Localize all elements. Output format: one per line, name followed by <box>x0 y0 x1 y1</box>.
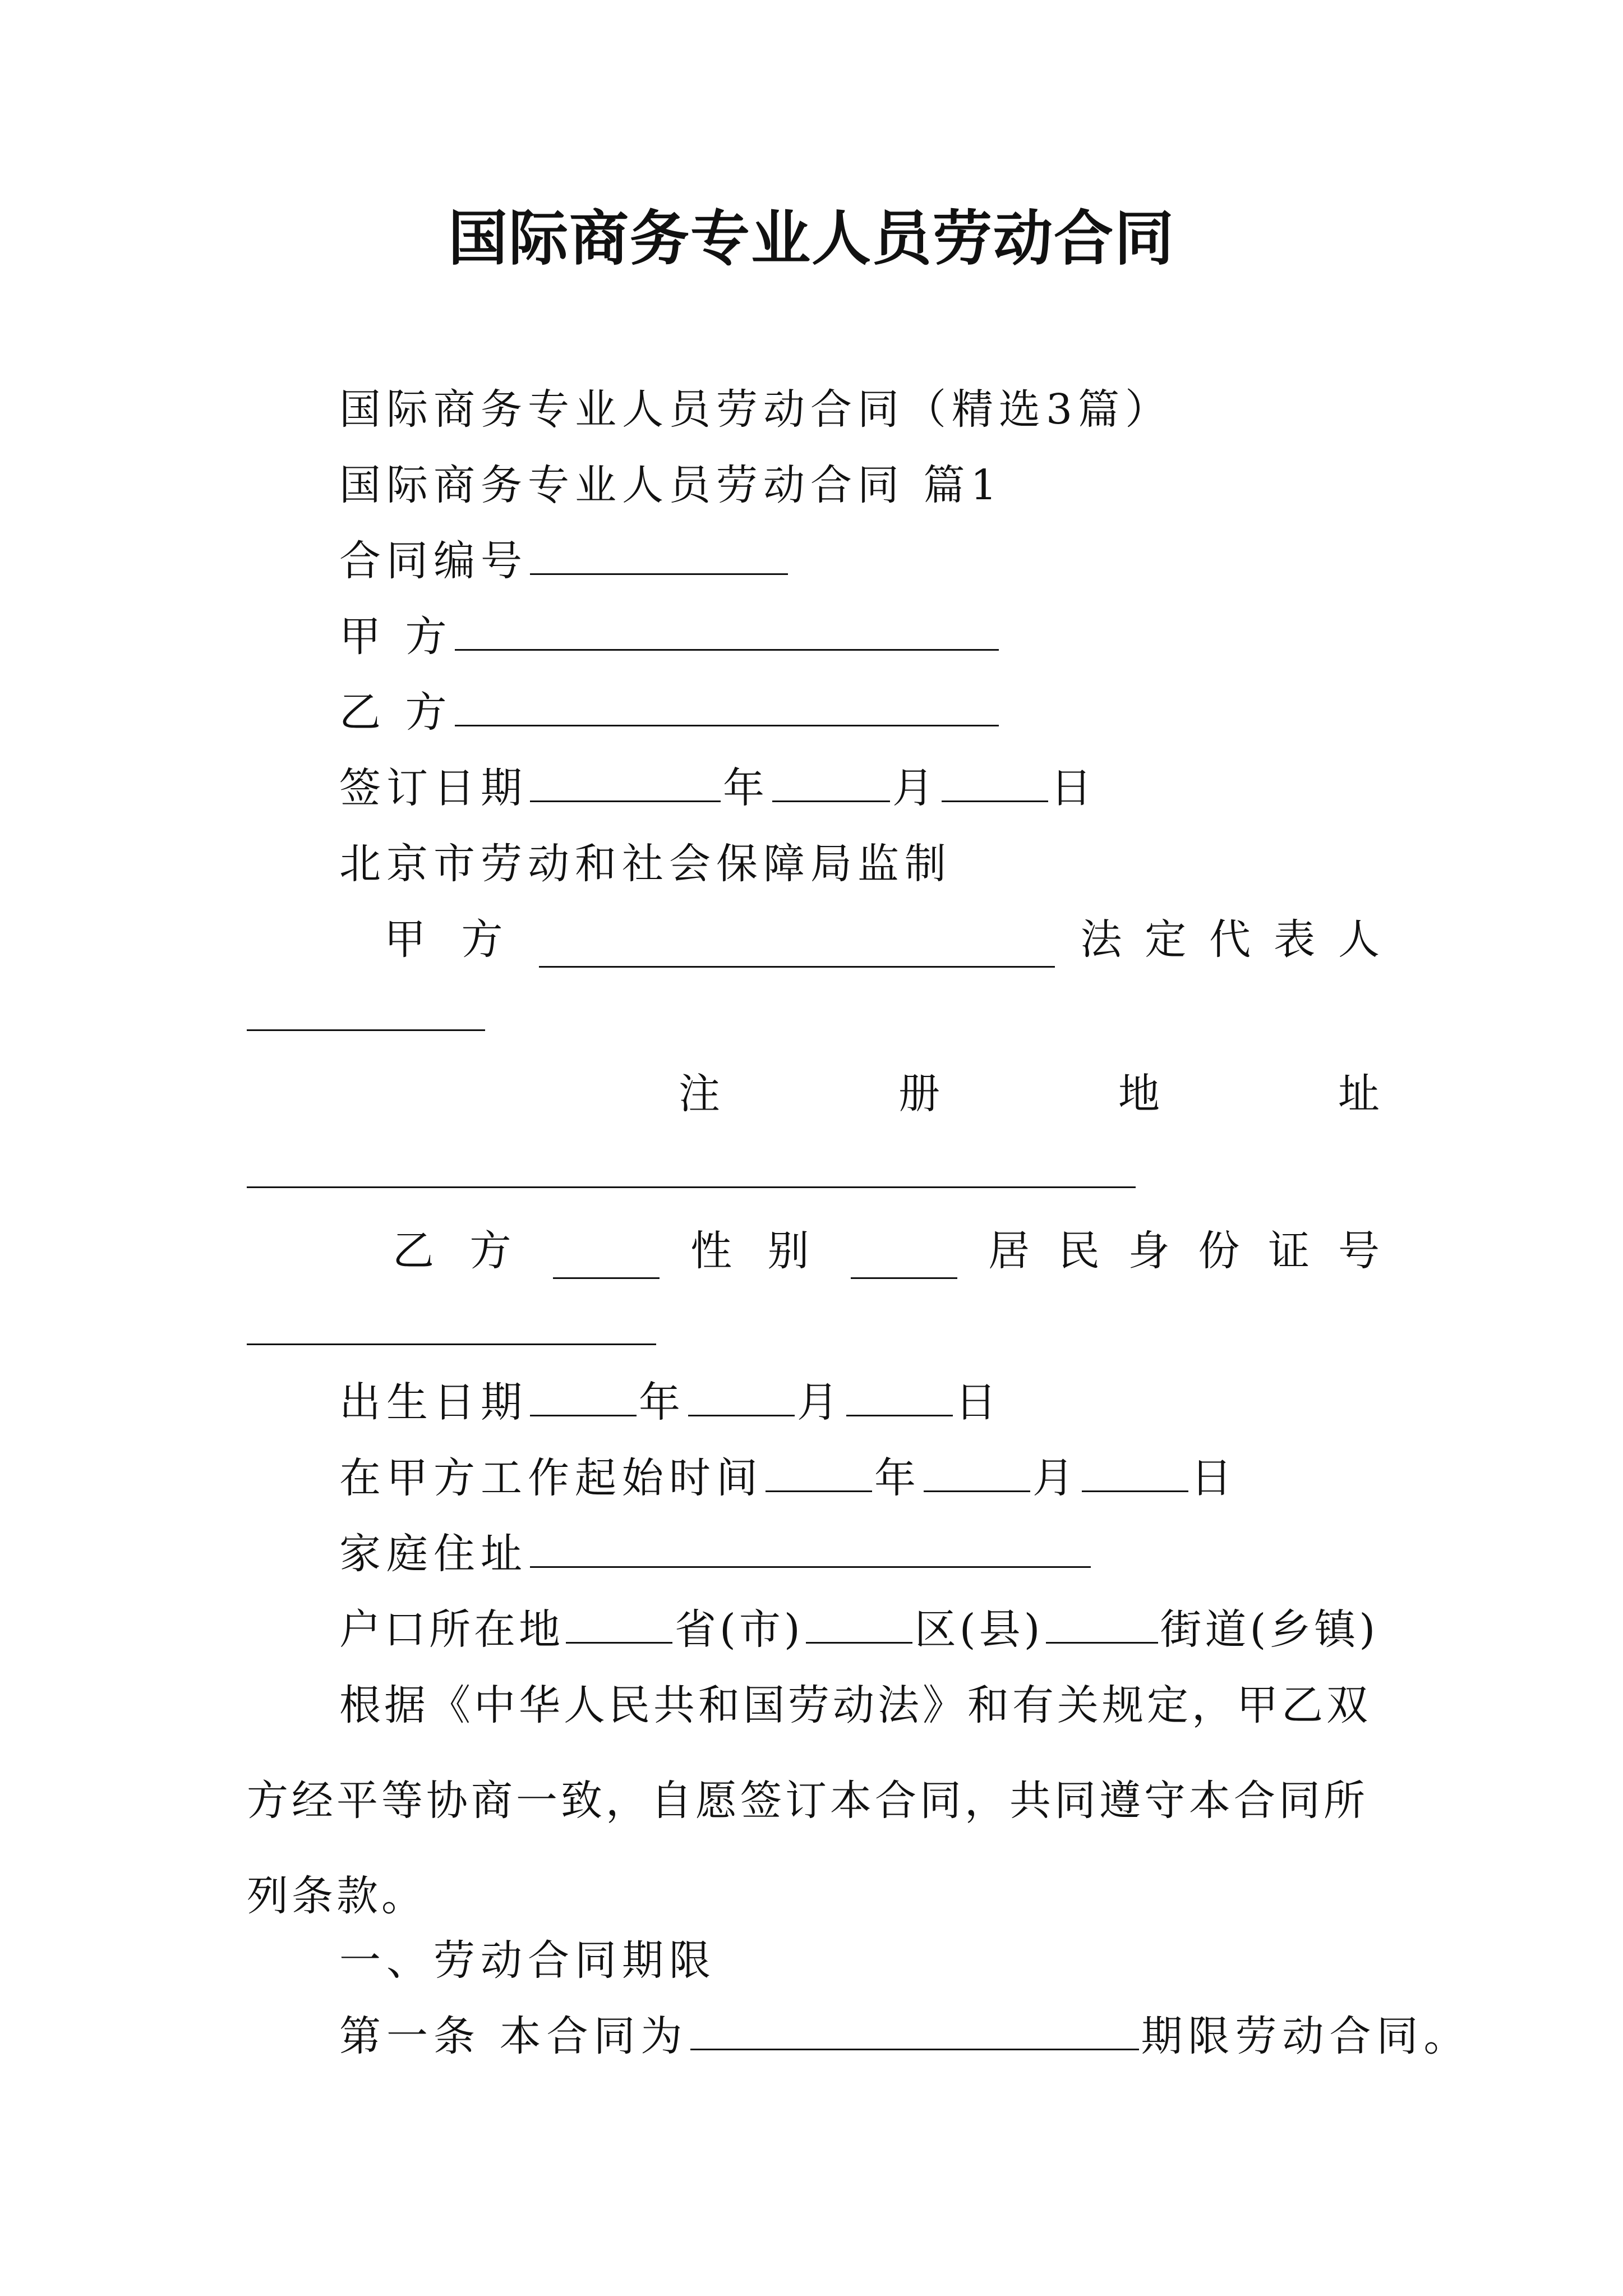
start-day-blank[interactable] <box>1082 1451 1188 1492</box>
reg-addr-char: 注 <box>679 1070 720 1118</box>
street-blank[interactable] <box>1046 1603 1158 1644</box>
street-label: 街道(乡镇) <box>1160 1605 1379 1654</box>
article1-suffix: 期限劳动合同。 <box>1141 2012 1471 2060</box>
party-b-row <box>339 684 1001 740</box>
id-no-char: 证 <box>1268 1227 1310 1275</box>
subtitle: 国际商务专业人员劳动合同（精选3篇） <box>339 385 1173 434</box>
month-label: 月 <box>1032 1454 1080 1502</box>
basis-paragraph: 根据《中华人民共和国劳动法》和有关规定，甲乙双方经平等协商一致，自愿签订本合同，共同遵守本合同所列条款。 <box>247 1681 1371 1920</box>
birth-year-blank[interactable] <box>530 1375 637 1416</box>
document-title: 国际商务专业人员劳动合同 <box>448 203 1175 273</box>
party-b-label: 乙 方 <box>339 688 453 737</box>
article1-label: 第一条 本合同为 <box>339 2012 688 2060</box>
section-heading: 一、劳动合同期限 <box>339 1936 716 1985</box>
day-label: 日 <box>1191 1454 1238 1502</box>
hukou-label: 户口所在地 <box>339 1605 564 1654</box>
party-b-id-row <box>247 1223 1380 1279</box>
party-a-legal-rep-row <box>247 912 1380 968</box>
day-label: 日 <box>955 1378 1002 1427</box>
id-no-char: 居 <box>988 1227 1030 1275</box>
start-work-row <box>339 1450 1238 1506</box>
reg-addr-char: 地 <box>1118 1070 1160 1118</box>
birth-date-label: 出生日期 <box>339 1378 528 1427</box>
legal-rep-char: 表 <box>1274 915 1316 964</box>
sign-date-row <box>339 760 1098 816</box>
party-a-row <box>339 609 1001 665</box>
hukou-row <box>339 1602 1378 1658</box>
month-label: 月 <box>797 1378 844 1427</box>
party-a2-blank[interactable] <box>539 927 1055 968</box>
id-no-char: 身 <box>1128 1227 1170 1275</box>
reg-addr-char: 册 <box>898 1070 940 1118</box>
sign-date-label: 签订日期 <box>339 764 528 812</box>
year-label: 年 <box>723 764 770 812</box>
birth-date-row <box>339 1374 1002 1430</box>
province-blank[interactable] <box>566 1603 672 1644</box>
party-b2-label: 乙 方 <box>393 1227 523 1275</box>
start-work-label: 在甲方工作起始时间 <box>339 1454 763 1502</box>
home-address-blank[interactable] <box>530 1527 1091 1568</box>
home-address-label: 家庭住址 <box>339 1530 528 1578</box>
id-no-char: 份 <box>1198 1227 1240 1275</box>
id-number-blank[interactable] <box>247 1343 656 1345</box>
contract-number-row <box>339 533 790 589</box>
start-year-blank[interactable] <box>766 1451 872 1492</box>
month-label: 月 <box>892 764 939 812</box>
district-blank[interactable] <box>806 1603 912 1644</box>
home-address-row <box>339 1526 1093 1582</box>
sign-year-blank[interactable] <box>530 761 721 802</box>
sign-month-blank[interactable] <box>772 761 890 802</box>
supervisor-line: 北京市劳动和社会保障局监制 <box>339 840 952 888</box>
article1-row <box>339 2008 1471 2064</box>
birth-day-blank[interactable] <box>846 1375 953 1416</box>
id-no-char: 号 <box>1338 1227 1380 1275</box>
day-label: 日 <box>1050 764 1098 812</box>
party-a-blank[interactable] <box>455 610 999 651</box>
year-label: 年 <box>874 1454 921 1502</box>
party-a-label: 甲 方 <box>339 613 453 661</box>
party-a2-label: 甲 方 <box>384 915 514 964</box>
gender-blank[interactable] <box>851 1238 957 1279</box>
sign-day-blank[interactable] <box>942 761 1048 802</box>
legal-rep-char: 人 <box>1338 915 1380 964</box>
contract-term-blank[interactable] <box>690 2009 1139 2050</box>
birth-month-blank[interactable] <box>688 1375 795 1416</box>
registered-address-row <box>679 1066 1380 1122</box>
legal-rep-char: 法 <box>1080 915 1122 964</box>
year-label: 年 <box>639 1378 686 1427</box>
registered-address-blank[interactable] <box>247 1186 1136 1188</box>
gender-label: 性 别 <box>690 1227 820 1275</box>
part-heading: 国际商务专业人员劳动合同 篇1 <box>339 461 1003 509</box>
contract-number-label: 合同编号 <box>339 537 528 585</box>
legal-rep-char: 代 <box>1209 915 1251 964</box>
district-label: 区(县) <box>914 1605 1044 1654</box>
reg-addr-char: 址 <box>1338 1070 1380 1118</box>
party-b-blank[interactable] <box>455 685 999 726</box>
id-no-char: 民 <box>1058 1227 1100 1275</box>
party-b2-blank[interactable] <box>553 1238 660 1279</box>
start-month-blank[interactable] <box>924 1451 1030 1492</box>
province-label: 省(市) <box>675 1605 804 1654</box>
contract-number-blank[interactable] <box>530 534 788 575</box>
legal-rep-char: 定 <box>1145 915 1187 964</box>
legal-rep-blank[interactable] <box>247 1029 485 1031</box>
